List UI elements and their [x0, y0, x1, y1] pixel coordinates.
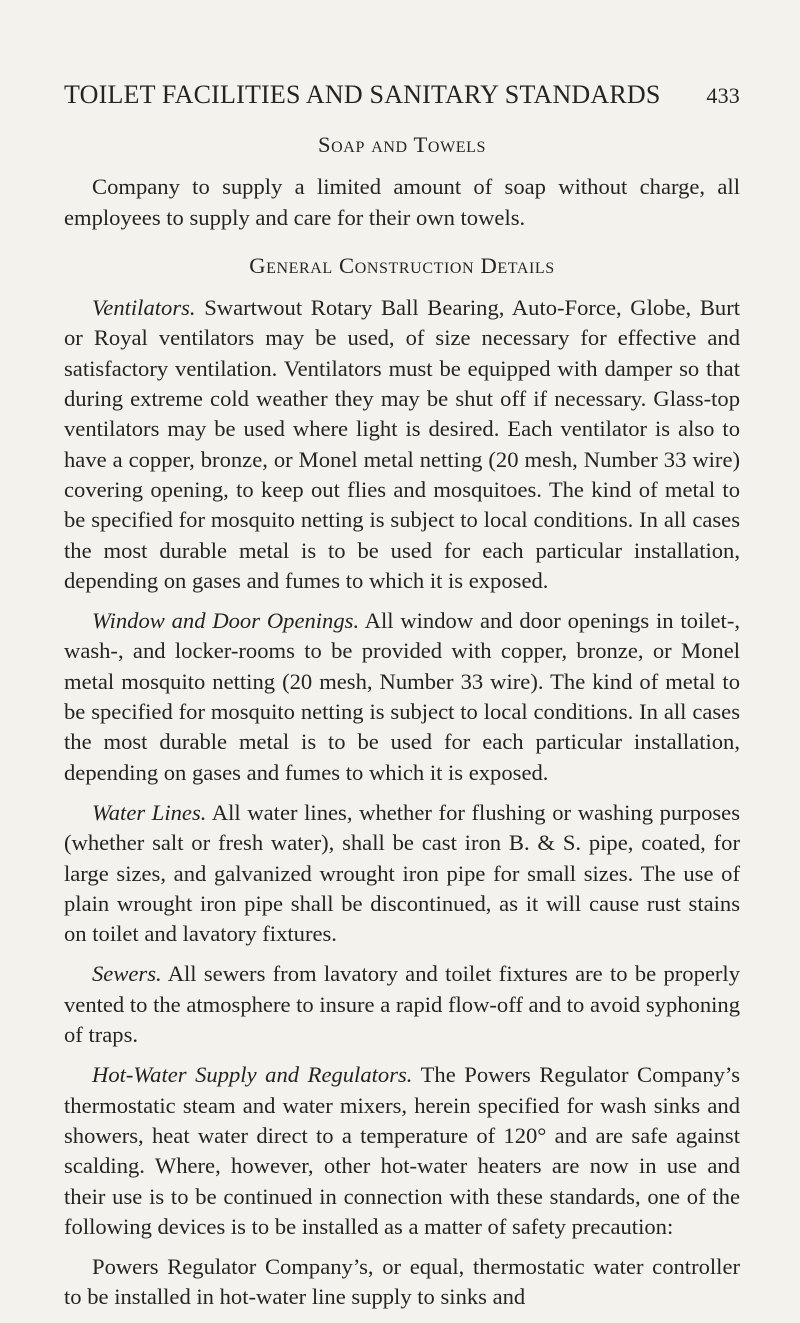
running-title: TOILET FACILITIES AND SANITARY STANDARDS	[64, 80, 661, 109]
paragraph-text: All sewers from lavatory and toilet fixtures are to be properly vented to the atmosphere to insure a rapid flow-off and to avoid syphoning of traps.	[64, 961, 740, 1048]
paragraph-lead: Water Lines.	[92, 799, 207, 825]
paragraph-sewers	[64, 959, 740, 1050]
paragraph-lead: Hot-Water Supply and Regulators.	[92, 1062, 413, 1088]
paragraph-text: Swartwout Rotary Ball Bearing, Auto-Force, Globe, Burt or Royal ventilators may be used, of size necessary for effective and satisfactory ventilation. Ventilators must be equipped with damper so that during extreme cold weather they may be shut off if necessary. Glass-top ventilators may be used where light is desired. Each ventilator is also to have a copper, bronze, or Monel metal netting (20 mesh, Number 33 wire) covering opening, to keep out flies and mosquitoes. The kind of metal to be specified for mosquito netting is subject to local conditions. In all cases the most durable metal is to be used for each particular installation, depending on gases and fumes to which it is exposed.	[64, 295, 740, 593]
running-header	[64, 80, 740, 110]
paragraph-soap-towels	[64, 172, 740, 233]
paragraph-text: The Powers Regulator Company’s thermostatic steam and water mixers, herein specified for wash sinks and showers, heat water direct to a temperature of 120° and are safe against scalding. Where, however, other hot-water heaters are now in use and their use is to be continued in connection with these standards, one of the following devices is to be installed as a matter of safety precaution:	[64, 1062, 740, 1239]
page-number: 433	[706, 83, 740, 108]
paragraph-text: All water lines, whether for flushing or washing purposes (whether salt or fresh water), shall be cast iron B. & S. pipe, coated, for large sizes, and galvanized wrought iron pipe for small sizes. The use of plain wrought iron pipe shall be discontinued, as it will cause rust stains on toilet and lavatory fixtures.	[64, 799, 740, 947]
paragraph-powers-regulator	[64, 1252, 740, 1313]
page-body	[64, 126, 740, 1323]
paragraph-text: Company to supply a limited amount of soap without charge, all employees to supply and care for their own towels.	[64, 174, 740, 230]
paragraph-hot-water	[64, 1060, 740, 1242]
paragraph-text: Powers Regulator Company’s, or equal, thermostatic water controller to be installed in hot-water line supply to sinks and	[64, 1254, 740, 1310]
section-heading-soap-towels: Soap and Towels	[317, 132, 487, 157]
paragraph-lead: Window and Door Openings.	[92, 608, 360, 634]
paragraph-lead: Ventilators.	[92, 295, 196, 321]
section-heading-general-construction: General Construction Details	[249, 252, 555, 278]
paragraph-ventilators	[64, 293, 740, 596]
paragraph-window-door-openings	[64, 606, 740, 788]
paragraph-text: All window and door openings in toilet-, wash-, and locker-rooms to be provided with copper, bronze, or Monel metal mosquito netting (20 mesh, Number 33 wire). The kind of metal to be specified for mosquito netting is subject to local conditions. In all cases the most durable metal is to be used for each particular installation, depending on gases and fumes to which it is exposed.	[64, 608, 740, 785]
paragraph-water-lines	[64, 798, 740, 949]
paragraph-lead: Sewers.	[92, 961, 162, 987]
